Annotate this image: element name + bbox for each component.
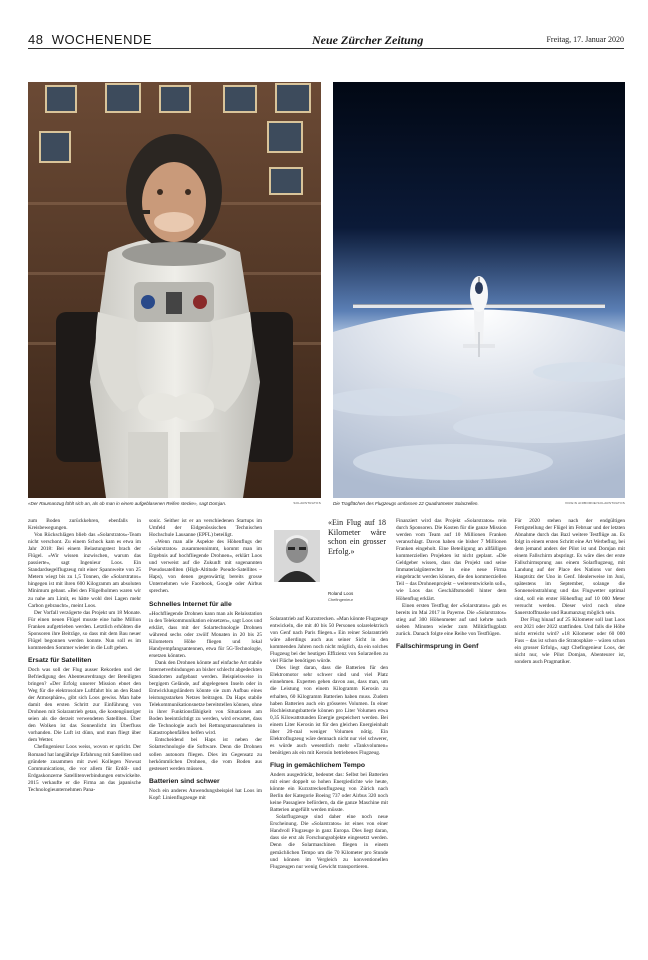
- portrait-photo: [274, 530, 320, 582]
- article-column-2: sonic. Seither ist er an verschiedenen Startups im Umfeld der Eidgenössischen Technischen Hochschule Lausanne (EPFL) beteiligt. «Wenn man alle Aspekte des Höhenflugs der ‹Solarstratos› zusammennimmt, kommt man im Ergebnis auf hochfliegende Drohnen», erklärt Loos und verweist auf die Zukunft mit sogenannten Pseudosatelliten (High-Altitude Pseudo-Satellites – Haps), von denen gegenwärtig bereits grosse Unternehmen wie Facebook, Google oder Airbus sprechen. Schnelles Internet für alle «Hochfliegende Drohnen kann man als Relaisstation in den Telekommunikation einsetzen», sagt Loos und erklärt, dass mit der Solartechnologie Drohnen während sechs oder zwölf Monaten in 20 bis 25 Kilometern Höhe fliegen und lokal Handyempfangsantennen, etwa für 5G-Technologie, ersetzen könnten. Dank den Drohnen könnte auf einfache Art stabile Internetverbindungen an bisher schlecht abgedeckten Standorten aufgebaut werden. Beispielsweise in bergigem Gelände, auf abgelegenen Inseln oder in Entwicklungsländern könnte sie zum Aufbau eines leistungsstarken Netzes beitragen. Da Haps stabile Telekommunikationsnetze bereitstellen können, ohne in ihrer Funktionsfähigkeit von Situationen am Boden beeinträchtigt zu werden, wird erwartet, dass die Technologie auch bei Rettungsmassnahmen in Katastrophenfällen helfen wird. Entscheidend bei Haps ist neben der Solartechnologie die Software. Denn die Drohnen sollen autonom fliegen. Dies im Gegensatz zu herkömmlichen Drohnen, die vom Boden aus gesteuert werden müssen. Batterien sind schwer Noch ein anderes Anwendungsbeispiel hat Loos im Kopf: Linienflugzeuge mit: [149, 518, 262, 801]
- page-section: 48 WOCHENENDE: [28, 32, 153, 47]
- right-photo-caption: Die Tragflächen des Flugzeugs umfassen 22 Quadratmeter Solarzellen. VIRGIN AIRBORNE/SOLARSTRATOS: [333, 501, 625, 506]
- photo-credit: VIRGIN AIRBORNE/SOLARSTRATOS: [565, 501, 625, 505]
- subheading: Fallschirmsprung in Genf: [396, 642, 479, 650]
- masthead-logo: Neue Zürcher Zeitung: [312, 33, 424, 47]
- article-column-1: zum Boden zurückkehren, ebenfalls in Kreisbewegungen. Von Rückschlägen blieb das «Solarstratos»-Team nicht verschont. Zu einem Schock kam es etwa im Jahr 2018: Bei einem Belastungstest brach der Flügel. «Wir wissen inzwischen, warum das passierte», sagt Ingenieur Loos. Ein Standardsegelflugzeug mit einer Spannweite von 25 Metern wiegt bis zu 1,5 Tonnen, die «Solarstratos» hingegen ist mit ihren 600 Kilogramm am absoluten Minimum gebaut. «Bei den Flügelholmen waren wir zu nahe am Limit, es hätte wohl drei Lagen mehr Carbon gebraucht», meint Loos. Der Vorfall verzögerte das Projekt um 18 Monate. Für einen neuen Flügel musste eine halbe Million Franken aufgetrieben werden. Letztlich erhöhten die Sponsoren ihre Beiträge, so dass mit dem Bau neuer Flügel begonnen werden konnte. Nun soll es im kommenden Sommer wieder in die Luft gehen. Ersatz für Satelliten Doch was soll der Flug ausser Rekorden und der Befriedigung des Abenteurerdrangs der Beteiligten bringen? «Der Erfolg unserer Mission ebnet den Weg für die elektrosolare Luftfahrt bis an den Rand der Atmosphäre», gibt sich Loos gewiss. Man habe damit den ersten Schritt zur Einführung von Drohnen mit Solarantrieb getan, die kostengünstiger seien als die derzeit verwendeten Satelliten. Über den Wolken ist das Sonnenlicht im Überfluss vorhanden. Die Luft ist dünn, und man fliegt über dem Wetter. Chefingenieur Loos weiss, wovon er spricht. Der Romand hat langjährige Erfahrung mit Satelliten und gründete zusammen mit zwei Kollegen Nowsat Communications, die vor allem für Erdöl- und Erdgaskonzerne Satellitenverbindungen entwickelte. 2015 verkaufte er die Firma an das japanische Technologieunternehmen Pana-: [28, 518, 141, 793]
- quote-text: «Ein Flug auf 18 Kilometer wäre schon ein grosser Erfolg.»: [328, 518, 386, 556]
- page-header: [28, 34, 624, 49]
- article-column-3: «Ein Flug auf 18 Kilometer wäre schon ein grosser Erfolg.» Roland Loos Chefingenieur Solarantrieb auf Kurzstrecken. «Man könnte Flugzeuge entwickeln, die mit 40 bis 50 Personen solarelektrisch von Genf nach Paris fliegen.» Ein reiner Solarantrieb wäre allerdings auch aus seiner Sicht in den kommenden Jahren noch nicht möglich, da ein solches Flugzeug bei der heutigen Effizienz von Solarzellen zu viel Fläche benötigen würde. Dies liegt daran, dass die Batterien für den Elektromotor sehr schwer sind und viel Platz einnehmen. Experten gehen davon aus, dass man, um die Leistung von einem Kilogramm Kerosin zu erhalten, 60 Kilogramm Batterien haben muss. Zudem haben Batterien auch ein grösseres Volumen. In einer Hochleistungsbatterie können pro Liter Volumen etwa 0,35 Kilowattstunden Energie gespeichert werden. Bei einem Liter Kerosin ist für den gleichen Energieinhalt über 20-mal weniger Volumen nötig. Ein Elektroflugzeug wäre demnach nicht nur viel schwerer, es würde auch wesentlich mehr «Tankvolumen» benötigen als ein mit Kerosin betriebenes Flugzeug. Flug in gemächlichem Tempo Anders ausgedrückt, bedeutet das: Selbst bei Batterien mit einer doppelt so hohen Energiedichte wie heute, könnte ein Kurzstreckenflugzeug von Zürich nach Berlin der Kategorie Boeing 737 oder Airbus 320 noch keine Passagiere befördern, da die ganze Maschine mit Batterien angefüllt werden müsste. Solarflugzeuge sind daher eine noch neue Erscheinung. Die «Solarstratos» ist eines von einer Handvoll Flugzeuge in ganz Europa. Dies liegt daran, dass sie erst als Forschungsobjekte eingesetzt werden. Denn die Solarmaschinen fliegen in einem gemächlichen Tempo um die 70 Kilometer pro Stunde und können im Vergleich zu konventionellen Flugzeugen nur wenig Gewicht transportieren.: [270, 518, 388, 870]
- left-photo-caption: «Der Raumanzug fühlt sich an, als ob man in einem aufgeblasenen Reifen stecke», sagt Domjan. SOLARSTRATOS: [28, 501, 321, 506]
- astronaut-photo: [28, 82, 321, 498]
- subheading: Flug in gemächlichem Tempo: [270, 761, 366, 769]
- subheading: Ersatz für Satelliten: [28, 656, 92, 664]
- quote-author-role: Chefingenieur: [328, 597, 353, 602]
- article-column-4: Finanziert wird das Projekt «Solarstratos» rein durch Sponsoren. Die Kosten für die ganze Mission werden vom Team auf 10 Millionen Franken veranschlagt. Davon haben sie bisher 7 Millionen Franken eingeholt. Eine Beteiligung an allfälligen kommerziellen Projekten ist nicht geplant. «Die Geldgeber wissen, dass das Projekt und seine Immaterialgüterrechte in eine neue Firma eingebracht werden können, die den kommerziellen Teil – das Drohnenprojekt – weiterentwickeln soll», wie Loos das Geschäftsmodell hinter dem Höhenflug erklärt. Einen ersten Testflug der «Solarstratos» gab es bereits im Mai 2017 in Payerne. Die «Solarstratos» stieg auf 300 Höhenmeter auf und kehrte nach sieben Minuten wieder zum Militärflugplatz zurück. Danach folgte eine Reihe von Testflügen. Fallschirmsprung in Genf Für 2020 stehen nach der endgültigen Fertigstellung der Flügel im Februar und der letzten Abnahme durch das Bazl weitere Testflüge an. Es folgt in einem ersten Schritt eine Art Werbeflug, bei dem jemand anders der Pilot ist und Domjan mit einem Fallschirm abspringt. Es wäre dies der erste Fallschirmsprung aus einem Solarflugzeug, mit Landung auf der Place des Nations vor dem Hauptsitz der Uno in Genf. Idealerweise im Juni, spätestens im September, solange die Sonneneinstrahlung und das Flugwetter optimal sind, soll ein erster Höhenflug auf 10 000 Meter versucht werden. Dieser wird noch ohne Sauerstoffmaske und Raumanzug möglich sein. Der Flug hinauf auf 25 Kilometer soll laut Loos erst 2021 oder 2022 stattfinden. Und falls die Höhe nicht erreicht wird? «18 Kilometer oder 60 000 Fuss – das ist schon die Stratosphäre – wären schon ein grosser Erfolg», sagt Chefingenieur Loos, der nicht nur, wie Pilot Domjan, Abenteurer ist, sondern auch Pragmatiker.: [396, 518, 625, 665]
- subheading: Batterien sind schwer: [149, 777, 220, 785]
- subheading: Schnelles Internet für alle: [149, 600, 232, 608]
- photo-credit: SOLARSTRATOS: [293, 501, 321, 505]
- solar-plane-photo: [333, 82, 625, 498]
- pull-quote: [270, 518, 388, 610]
- issue-date: Freitag, 17. Januar 2020: [546, 35, 624, 44]
- quote-author: Roland Loos: [328, 591, 354, 596]
